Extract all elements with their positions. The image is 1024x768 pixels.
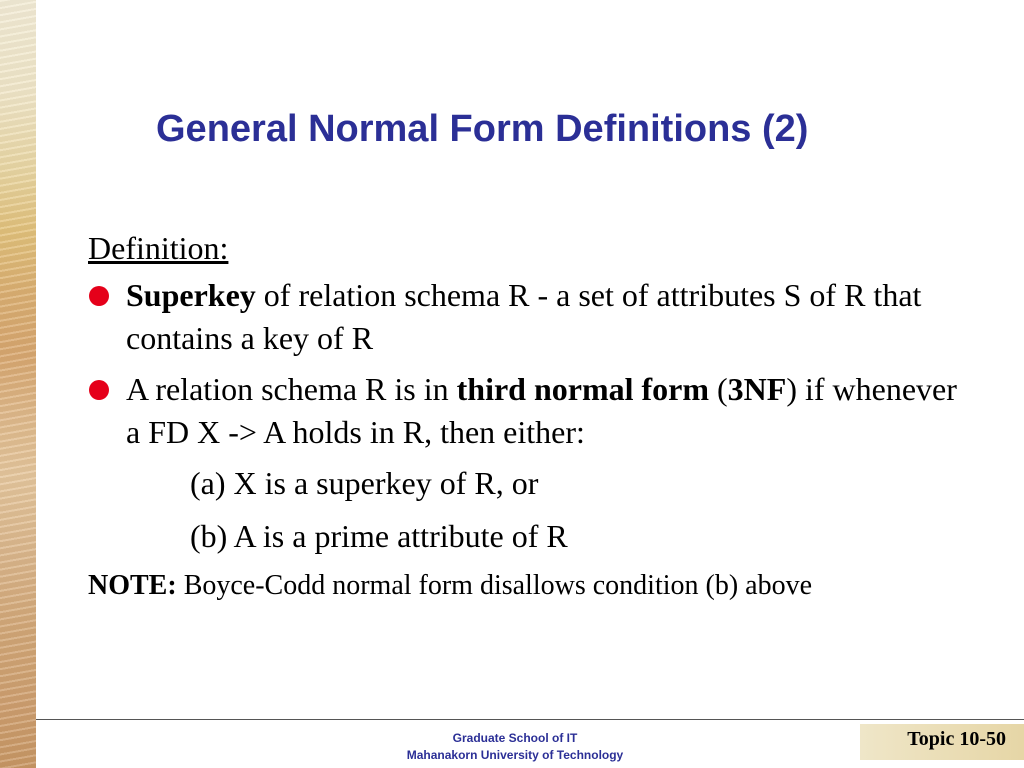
condition-a: (a) X is a superkey of R, or	[190, 465, 539, 501]
3nf-text-after: ) if whenever a FD X -> A holds in R, then either:	[126, 371, 957, 450]
superkey-definition: of relation schema R - a set of attributes S of R that contains a key of R	[126, 277, 922, 356]
note-text: Boyce-Codd normal form disallows condition (b) above	[176, 570, 813, 601]
footer-institution	[300, 730, 730, 764]
3nf-abbrev: 3NF	[727, 371, 787, 407]
3nf-text-before: A relation schema R is in	[126, 371, 457, 407]
footer-school: Graduate School of IT	[452, 731, 578, 745]
footer-university: Mahanakorn University of Technology	[406, 748, 624, 762]
note	[88, 568, 958, 604]
superkey-term: Superkey	[126, 277, 256, 313]
topic-badge	[860, 724, 1024, 760]
3nf-open-paren: (	[709, 371, 728, 407]
footer-divider	[36, 719, 1024, 720]
bullet-3nf	[88, 368, 958, 454]
slide-title: General Normal Form Definitions (2)	[156, 108, 809, 150]
condition-b: (b) A is a prime attribute of R	[190, 518, 568, 554]
3nf-term: third normal form	[456, 371, 710, 407]
note-label: NOTE:	[88, 570, 177, 601]
topic-number: Topic 10-50	[907, 728, 1006, 750]
slide-body	[88, 226, 958, 604]
decorative-side-image	[0, 0, 36, 768]
bullet-superkey	[88, 274, 958, 360]
definition-label: Definition:	[88, 230, 229, 266]
bullet-dot-icon	[89, 380, 109, 400]
bullet-dot-icon	[89, 286, 109, 306]
